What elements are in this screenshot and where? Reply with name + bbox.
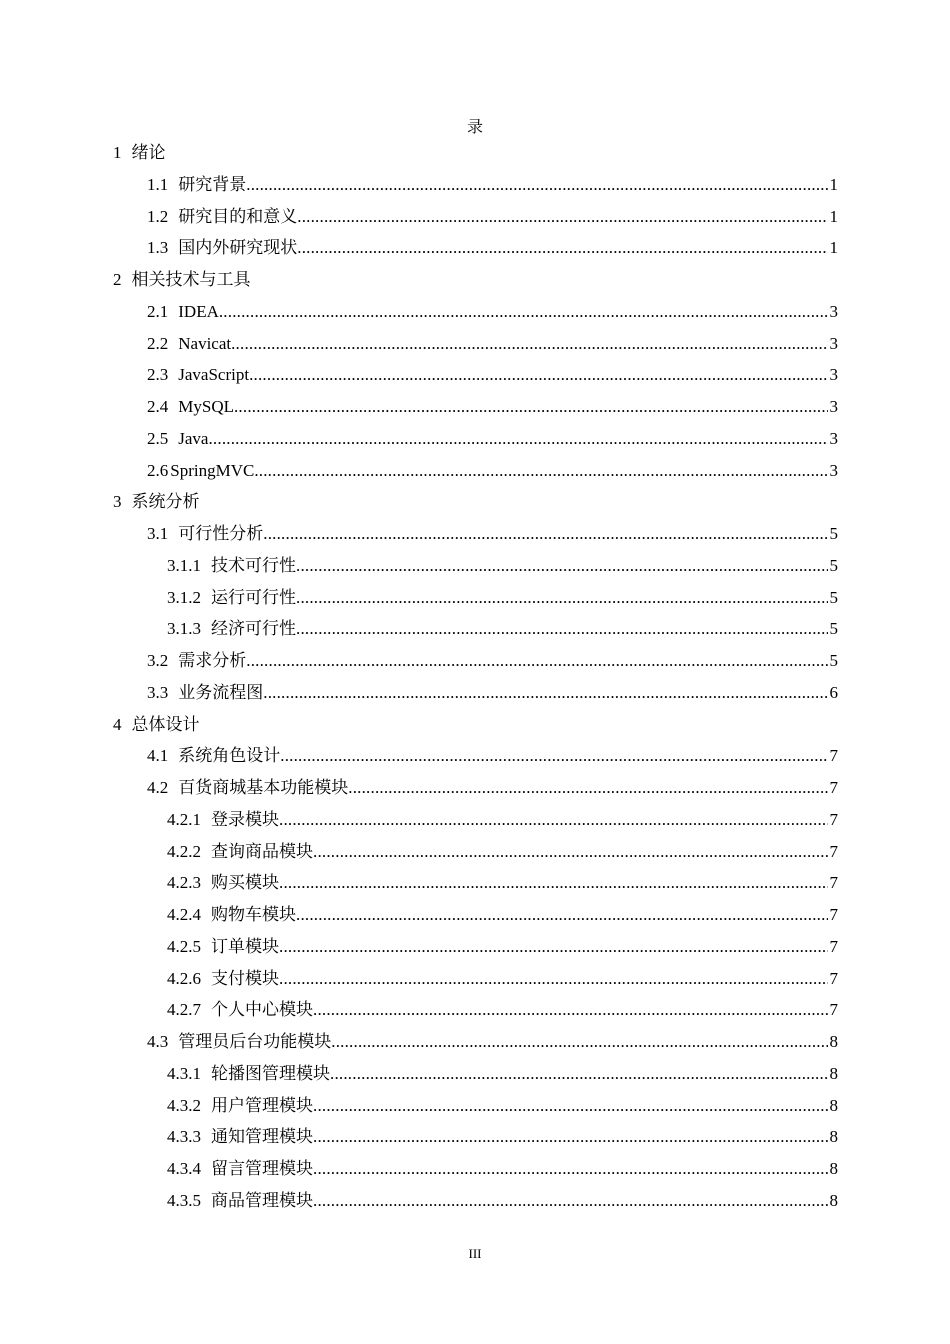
- toc-chapter: [113, 486, 838, 518]
- toc-entry[interactable]: [113, 1026, 838, 1058]
- toc-entry-title: 可行性分析: [178, 524, 264, 543]
- dot-leader: [234, 391, 828, 423]
- toc-entry-number: 4.3.4: [167, 1159, 201, 1178]
- dot-leader: [331, 1026, 827, 1058]
- toc-entry-number: 3.1: [147, 524, 169, 543]
- dot-leader: [254, 455, 827, 487]
- toc-entry[interactable]: [113, 994, 838, 1026]
- toc-entry[interactable]: [113, 1058, 838, 1090]
- dot-leader: [246, 169, 827, 201]
- toc-entry-number: 1: [113, 143, 122, 162]
- toc-entry-title: 管理员后台功能模块: [178, 1032, 332, 1051]
- toc-entry[interactable]: [113, 359, 838, 391]
- toc-entry-number: 4.2.4: [167, 905, 201, 924]
- toc-entry-page: 5: [829, 651, 838, 670]
- toc-entry-page: 3: [829, 365, 838, 385]
- toc-entry-number: 4.2.2: [167, 841, 201, 861]
- toc-entry-page: 7: [829, 809, 838, 829]
- table-of-contents: [113, 137, 838, 1217]
- toc-chapter: [113, 137, 838, 169]
- toc-entry-number: 4.2: [147, 778, 169, 797]
- toc-entry-number: 1.2: [147, 206, 169, 226]
- toc-entry-page: 7: [829, 746, 838, 766]
- toc-entry[interactable]: [113, 1090, 838, 1122]
- dot-leader: [348, 772, 827, 804]
- dot-leader: [208, 423, 827, 455]
- toc-entry-page: 3: [829, 428, 838, 448]
- toc-entry[interactable]: [113, 328, 838, 360]
- toc-entry-number: 1.3: [147, 238, 169, 258]
- toc-entry-number: 4.1: [147, 746, 169, 766]
- toc-title: 录: [466, 119, 483, 136]
- toc-entry-number: 4: [113, 714, 122, 734]
- toc-entry-page: 7: [829, 841, 838, 861]
- toc-entry-number: 4.3.1: [167, 1063, 201, 1083]
- dot-leader: [279, 963, 828, 995]
- dot-leader: [297, 201, 827, 233]
- toc-entry-title: 系统角色设计: [178, 746, 281, 766]
- toc-entry[interactable]: [113, 455, 838, 487]
- dot-leader: [313, 1153, 828, 1185]
- toc-entry[interactable]: [113, 550, 838, 582]
- toc-entry-title: 业务流程图: [178, 682, 264, 702]
- toc-entry-page: 5: [829, 555, 838, 575]
- toc-entry-title: 轮播图管理模块: [211, 1063, 330, 1083]
- toc-entry-title: 需求分析: [178, 651, 247, 670]
- toc-entry-page: 7: [829, 905, 838, 924]
- dot-leader: [297, 232, 827, 264]
- toc-entry[interactable]: [113, 1153, 838, 1185]
- toc-entry-title: 留言管理模块: [211, 1159, 313, 1178]
- dot-leader: [280, 740, 827, 772]
- toc-entry[interactable]: [113, 867, 838, 899]
- toc-entry-number: 1.1: [147, 174, 169, 194]
- toc-entry-number: 4.2.6: [167, 968, 201, 988]
- toc-chapter: [113, 709, 838, 741]
- dot-leader: [263, 677, 827, 709]
- toc-entry[interactable]: [113, 423, 838, 455]
- toc-entry-title: 国内外研究现状: [178, 238, 298, 258]
- toc-entry-page: 3: [829, 333, 838, 353]
- toc-entry[interactable]: [113, 232, 838, 264]
- toc-entry-number: 4.2.5: [167, 936, 201, 956]
- toc-entry-page: 6: [829, 682, 838, 702]
- dot-leader: [279, 804, 828, 836]
- toc-entry[interactable]: [113, 169, 838, 201]
- toc-entry[interactable]: [113, 899, 838, 931]
- toc-entry-page: 8: [829, 1032, 838, 1051]
- toc-entry-page: 5: [829, 587, 838, 607]
- toc-entry-page: 8: [829, 1190, 838, 1210]
- toc-entry-title: 系统分析: [131, 492, 200, 512]
- dot-leader: [313, 1185, 828, 1217]
- dot-leader: [313, 994, 828, 1026]
- toc-entry-page: 1: [829, 238, 838, 258]
- toc-entry-page: 7: [829, 873, 838, 893]
- toc-entry[interactable]: [113, 582, 838, 614]
- toc-entry[interactable]: [113, 518, 838, 550]
- toc-entry-page: 8: [829, 1127, 838, 1147]
- toc-entry-page: 7: [829, 1000, 838, 1020]
- dot-leader: [263, 518, 827, 550]
- toc-entry-title: 订单模块: [211, 936, 279, 956]
- toc-entry[interactable]: [113, 296, 838, 328]
- toc-entry[interactable]: [113, 201, 838, 233]
- dot-leader: [219, 296, 828, 328]
- toc-entry-title: Java: [178, 428, 209, 448]
- toc-entry-title: 用户管理模块: [211, 1095, 313, 1115]
- toc-entry-title: 相关技术与工具: [131, 270, 251, 289]
- toc-entry-title: JavaScript: [178, 365, 250, 385]
- dot-leader: [296, 613, 828, 645]
- dot-leader: [296, 582, 828, 614]
- toc-entry[interactable]: [113, 740, 838, 772]
- toc-entry-number: 2.6: [147, 460, 169, 480]
- toc-entry-page: 8: [829, 1063, 838, 1083]
- toc-entry-number: 3.1.3: [167, 619, 201, 639]
- toc-entry-page: 7: [829, 936, 838, 956]
- toc-entry[interactable]: [113, 1185, 838, 1217]
- toc-entry-page: 3: [829, 397, 838, 416]
- toc-entry-number: 2.3: [147, 365, 169, 385]
- toc-entry-page: 7: [829, 968, 838, 988]
- toc-entry-page: 5: [829, 619, 838, 639]
- toc-entry[interactable]: [113, 772, 838, 804]
- toc-entry-title: 个人中心模块: [211, 1000, 313, 1020]
- toc-entry-number: 4.3: [147, 1032, 169, 1051]
- toc-entry[interactable]: [113, 391, 838, 423]
- toc-entry-title: MySQL: [178, 397, 234, 416]
- dot-leader: [296, 899, 828, 931]
- toc-entry-number: 2.4: [147, 397, 169, 416]
- toc-entry-number: 4.2.3: [167, 873, 201, 893]
- toc-entry[interactable]: [113, 963, 838, 995]
- toc-entry-number: 4.3.3: [167, 1127, 201, 1147]
- dot-leader: [296, 550, 828, 582]
- toc-entry-title: 运行可行性: [211, 587, 296, 607]
- toc-entry-title: Navicat: [178, 333, 232, 353]
- toc-entry-number: 3.2: [147, 651, 169, 670]
- toc-entry-title: IDEA: [178, 301, 219, 321]
- toc-entry-page: 1: [829, 174, 838, 194]
- toc-entry-title: 商品管理模块: [211, 1190, 313, 1210]
- toc-entry-page: 1: [829, 206, 838, 226]
- toc-entry-title: 总体设计: [131, 714, 200, 734]
- toc-entry-number: 3.3: [147, 682, 169, 702]
- toc-entry[interactable]: [113, 1121, 838, 1153]
- toc-entry-number: 4.2.1: [167, 809, 201, 829]
- dot-leader: [249, 359, 827, 391]
- toc-entry[interactable]: [113, 645, 838, 677]
- toc-entry-title: 购买模块: [211, 873, 279, 893]
- toc-entry-number: 3.1.2: [167, 587, 201, 607]
- dot-leader: [231, 328, 827, 360]
- toc-entry-number: 2.5: [147, 428, 169, 448]
- toc-entry-page: 8: [829, 1159, 838, 1178]
- toc-entry-title: 查询商品模块: [211, 841, 313, 861]
- toc-entry-title: 研究目的和意义: [178, 206, 298, 226]
- toc-entry-number: 4.3.5: [167, 1190, 201, 1210]
- toc-entry-title: 百货商城基本功能模块: [178, 778, 349, 797]
- toc-entry-page: 7: [829, 778, 838, 797]
- toc-entry[interactable]: [113, 613, 838, 645]
- toc-entry[interactable]: [113, 836, 838, 868]
- dot-leader: [313, 836, 828, 868]
- toc-entry-page: 3: [829, 301, 838, 321]
- toc-entry[interactable]: [113, 677, 838, 709]
- toc-entry-title: 技术可行性: [211, 555, 296, 575]
- toc-entry-number: 2: [113, 270, 122, 289]
- toc-entry-title: 绪论: [131, 143, 166, 162]
- dot-leader: [279, 931, 828, 963]
- toc-entry-title: 通知管理模块: [211, 1127, 313, 1147]
- toc-entry-number: 2.2: [147, 333, 169, 353]
- toc-entry-number: 4.2.7: [167, 1000, 201, 1020]
- page-number: III: [468, 1246, 482, 1261]
- toc-chapter: [113, 264, 838, 296]
- dot-leader: [279, 867, 828, 899]
- toc-entry-title: SpringMVC: [170, 460, 255, 480]
- toc-entry-number: 3: [113, 492, 122, 512]
- toc-entry-number: 3.1.1: [167, 555, 201, 575]
- dot-leader: [330, 1058, 828, 1090]
- toc-entry-page: 3: [829, 460, 838, 480]
- dot-leader: [313, 1121, 828, 1153]
- dot-leader: [246, 645, 827, 677]
- toc-entry-number: 4.3.2: [167, 1095, 201, 1115]
- toc-entry-page: 5: [829, 524, 838, 543]
- toc-entry-title: 登录模块: [211, 809, 279, 829]
- toc-entry[interactable]: [113, 804, 838, 836]
- toc-entry-page: 8: [829, 1095, 838, 1115]
- toc-entry-title: 经济可行性: [211, 619, 296, 639]
- toc-entry-title: 支付模块: [211, 968, 279, 988]
- dot-leader: [313, 1090, 828, 1122]
- toc-entry[interactable]: [113, 931, 838, 963]
- toc-entry-number: 2.1: [147, 301, 169, 321]
- toc-entry-title: 研究背景: [178, 174, 247, 194]
- toc-entry-title: 购物车模块: [211, 905, 296, 924]
